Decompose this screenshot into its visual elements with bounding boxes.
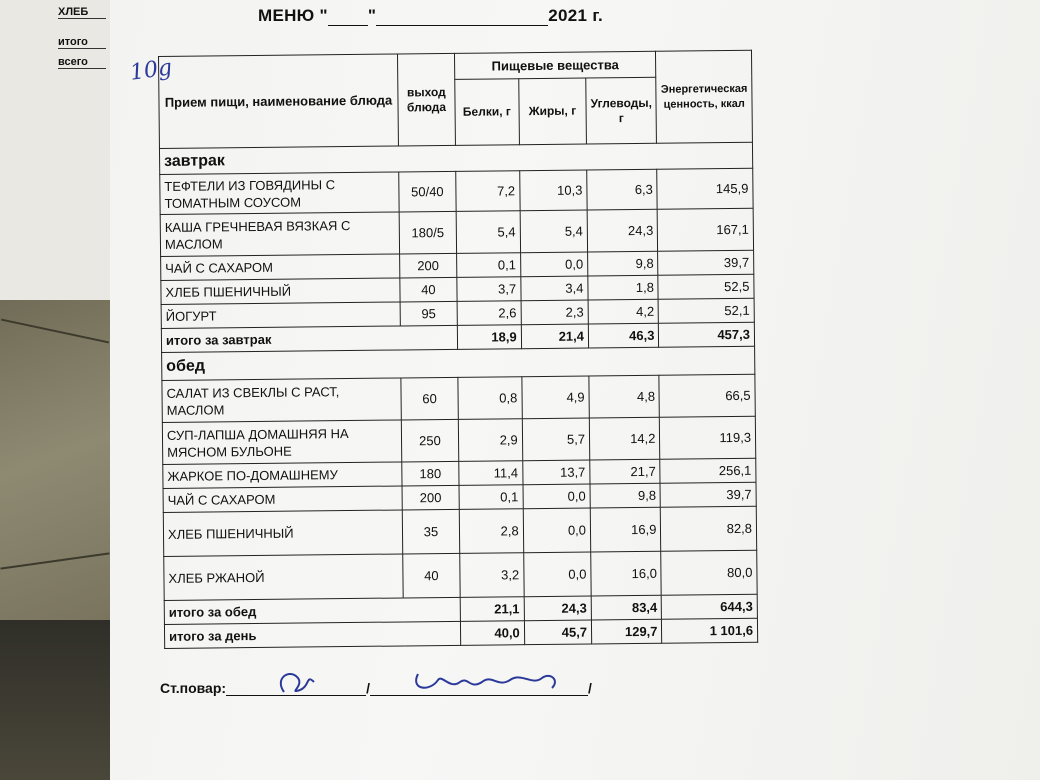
total-carbs: 83,4: [591, 595, 662, 620]
dish-fat: 3,4: [521, 276, 589, 301]
dish-energy: 167,1: [658, 208, 754, 251]
dish-yield: 60: [401, 377, 458, 420]
dish-name: ЙОГУРТ: [161, 302, 400, 329]
dish-energy: 52,1: [659, 298, 755, 323]
dish-fat: 5,7: [522, 418, 590, 461]
signature-stroke: [281, 674, 314, 692]
signature-label: Ст.повар:: [160, 680, 227, 696]
dish-protein: 0,8: [458, 377, 522, 420]
dish-protein: 5,4: [456, 211, 520, 254]
dish-protein: 7,2: [456, 171, 520, 212]
dish-carbs: 9,8: [588, 251, 659, 276]
dish-protein: 11,4: [459, 461, 523, 486]
date-day-blank: [328, 11, 368, 26]
dish-energy: 66,5: [659, 374, 755, 417]
menu-table: [158, 50, 758, 649]
dish-yield: 250: [401, 419, 458, 462]
dish-energy: 39,7: [658, 250, 754, 275]
dish-yield: 35: [402, 509, 459, 554]
signature-separator: /: [366, 680, 370, 696]
dish-protein: 3,7: [457, 277, 521, 302]
dish-name: ХЛЕБ РЖАНОЙ: [164, 554, 403, 601]
dish-energy: 52,5: [658, 274, 754, 299]
back-sheet: [0, 0, 119, 300]
dish-carbs: 24,3: [587, 209, 658, 252]
header-energy: Энергетическая ценность, ккал: [656, 50, 753, 143]
dish-protein: 2,6: [457, 301, 521, 326]
dish-carbs: 16,9: [590, 507, 661, 552]
total-label: итого за обед: [164, 597, 460, 624]
dish-fat: 0,0: [523, 484, 591, 509]
handwritten-signature: [270, 664, 590, 704]
dish-carbs: 14,2: [589, 417, 660, 460]
dish-name: СУП-ЛАПША ДОМАШНЯЯ НА МЯСНОМ БУЛЬОНЕ: [162, 420, 401, 465]
dish-carbs: 6,3: [587, 169, 658, 210]
total-energy: 457,3: [659, 322, 755, 347]
dish-protein: 0,1: [459, 485, 523, 510]
total-label: итого за завтрак: [161, 325, 457, 352]
section-breakfast: завтрак: [159, 142, 752, 174]
table-row: [164, 550, 757, 600]
dish-fat: 10,3: [519, 170, 587, 211]
dish-protein: 2,9: [458, 419, 522, 462]
date-month-blank: [376, 11, 548, 26]
dish-yield: 40: [403, 553, 460, 598]
dish-carbs: 1,8: [588, 275, 659, 300]
dish-fat: 13,7: [522, 460, 590, 485]
total-fat: 21,4: [521, 324, 589, 349]
total-fat: 45,7: [524, 620, 592, 645]
dish-fat: 0,0: [523, 508, 591, 553]
dish-yield: 180/5: [399, 211, 456, 254]
menu-year: 2021 г.: [548, 6, 604, 25]
total-fat: 24,3: [524, 596, 592, 621]
table-row: [160, 168, 753, 214]
background-shadow: [0, 620, 110, 780]
table-row: [163, 506, 756, 556]
dish-name: КАША ГРЕЧНЕВАЯ ВЯЗКАЯ С МАСЛОМ: [160, 212, 399, 257]
table-row: [162, 374, 755, 422]
signature-end: /: [587, 680, 592, 696]
dish-name: САЛАТ ИЗ СВЕКЛЫ С РАСТ, МАСЛОМ: [162, 378, 401, 423]
back-label: ХЛЕБ: [58, 6, 106, 19]
table-row: [162, 416, 755, 464]
section-lunch: обед: [162, 346, 755, 380]
dish-energy: 82,8: [661, 506, 757, 551]
back-label: итого: [58, 36, 106, 49]
menu-title-prefix: МЕНЮ ": [258, 6, 328, 25]
dish-yield: 180: [402, 461, 459, 486]
menu-title-mid: ": [367, 6, 377, 25]
back-label: всего: [58, 56, 106, 69]
dish-fat: 2,3: [521, 300, 589, 325]
dish-protein: 2,8: [459, 509, 523, 554]
dish-energy: 80,0: [661, 550, 757, 595]
dish-energy: 256,1: [660, 458, 756, 483]
dish-carbs: 9,8: [590, 483, 661, 508]
total-protein: 21,1: [460, 597, 524, 622]
header-yield: выход блюда: [398, 53, 456, 146]
header-protein: Белки, г: [455, 79, 520, 146]
total-energy: 644,3: [662, 594, 758, 619]
signature-stroke: [416, 674, 555, 688]
dish-name: ЧАЙ С САХАРОМ: [163, 486, 402, 513]
menu-title: [258, 6, 603, 26]
dish-energy: 145,9: [657, 168, 753, 209]
dish-carbs: 21,7: [590, 459, 661, 484]
dish-energy: 119,3: [660, 416, 756, 459]
total-energy: 1 101,6: [662, 618, 758, 643]
header-fat: Жиры, г: [518, 78, 586, 145]
dish-fat: 0,0: [523, 552, 591, 597]
total-carbs: 129,7: [591, 619, 662, 644]
dish-carbs: 16,0: [591, 551, 662, 596]
dish-yield: 50/40: [399, 171, 456, 212]
dish-yield: 200: [402, 485, 459, 510]
dish-fat: 4,9: [522, 376, 590, 419]
dish-name: ХЛЕБ ПШЕНИЧНЫЙ: [163, 510, 402, 557]
total-protein: 40,0: [460, 621, 524, 646]
total-protein: 18,9: [457, 325, 521, 350]
dish-yield: 40: [400, 277, 457, 302]
dish-carbs: 4,8: [589, 375, 660, 418]
total-label: итого за день: [164, 621, 460, 648]
table-row: [160, 208, 753, 256]
dish-protein: 3,2: [460, 553, 524, 598]
dish-name: ЖАРКОЕ ПО-ДОМАШНЕМУ: [163, 462, 402, 489]
handwritten-note: 10g: [128, 55, 174, 86]
dish-name: ХЛЕБ ПШЕНИЧНЫЙ: [161, 278, 400, 305]
dish-name: ЧАЙ С САХАРОМ: [161, 254, 400, 281]
header-carbs: Углеводы, г: [586, 77, 657, 144]
dish-carbs: 4,2: [588, 299, 659, 324]
dish-fat: 5,4: [520, 210, 588, 253]
total-carbs: 46,3: [588, 323, 659, 348]
dish-protein: 0,1: [456, 253, 520, 278]
header-name: Прием пищи, наименование блюда: [159, 54, 399, 148]
dish-yield: 200: [400, 253, 457, 278]
header-nutrients: Пищевые вещества: [454, 51, 656, 79]
dish-yield: 95: [400, 301, 457, 326]
dish-name: ТЕФТЕЛИ ИЗ ГОВЯДИНЫ С ТОМАТНЫМ СОУСОМ: [160, 172, 399, 215]
dish-energy: 39,7: [660, 482, 756, 507]
dish-fat: 0,0: [520, 252, 588, 277]
